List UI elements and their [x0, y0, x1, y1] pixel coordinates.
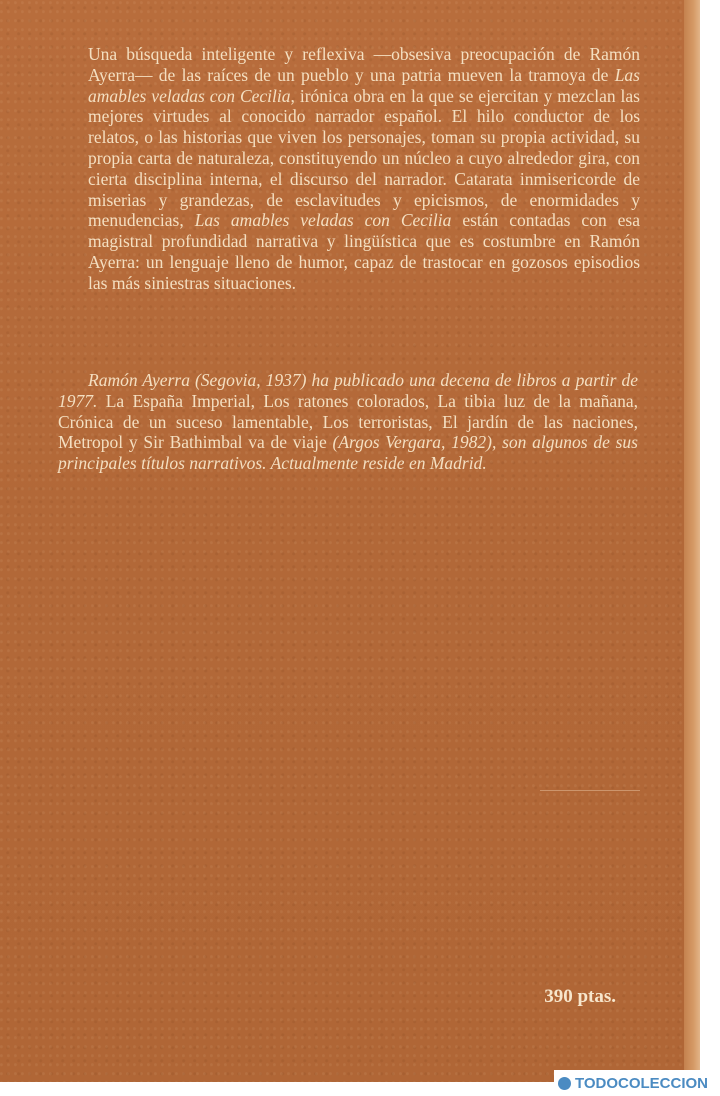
watermark-text: TODOCOLECCION	[574, 1074, 708, 1092]
author-bio-text	[58, 370, 638, 474]
author-bio-intro: Ramón Ayerra (Segovia, 1937) ha publicado una decena de libros a partir de 1977.	[58, 370, 638, 411]
divider-line	[540, 790, 640, 791]
price-label: 390 ptas.	[544, 986, 616, 1007]
author-bio-titles: La España Imperial, Los ratones colorados, La tibia luz de la mañana, Crónica de un suceso lamentable, Los terroristas, El jardín de las naciones, Metropol y Sir Bathimbal va de viaje	[58, 390, 638, 453]
author-bio-outro: (Argos Vergara, 1982), son algunos de sus principales títulos narrativos. Actualmente reside en Madrid.	[58, 432, 638, 474]
watermark-logo-icon	[558, 1077, 571, 1090]
synopsis-part-2: , irónica obra en la que se ejercitan y mezclan las mejores virtudes al conocido narrador español. El hilo conductor de los relatos, o las historias que viven los personajes, toman su propia actividad, su propia carta de naturaleza, constituyendo un núcleo a cuyo alrededor gira, con cierta disciplina interna, el discurso del narrador. Catarata inmisericorde de miserias y grandezas, de esclavitudes y epicismos, de enormidades y menudencias,	[88, 85, 640, 231]
synopsis-paragraph	[88, 44, 640, 294]
synopsis-part-1: Una búsqueda inteligente y reflexiva —obsesiva preocupación de Ramón Ayerra— de las raíces de un pueblo y una patria mueven la tramoya de	[88, 44, 640, 85]
book-title-mention-2: Las amables veladas con Cecilia	[194, 210, 452, 231]
synopsis-text	[88, 44, 640, 294]
author-bio-paragraph	[58, 370, 638, 474]
book-spine-edge	[684, 0, 700, 1082]
synopsis-part-3: están contadas con esa magistral profundidad narrativa y lingüística que es costumbre en Ramón Ayerra: un lenguaje lleno de humor, capaz de trastocar en gozosos episodios las más siniestras situaciones.	[88, 210, 640, 293]
site-watermark	[554, 1070, 712, 1096]
book-title-mention-1: Las amables veladas con Cecilia	[88, 64, 640, 106]
